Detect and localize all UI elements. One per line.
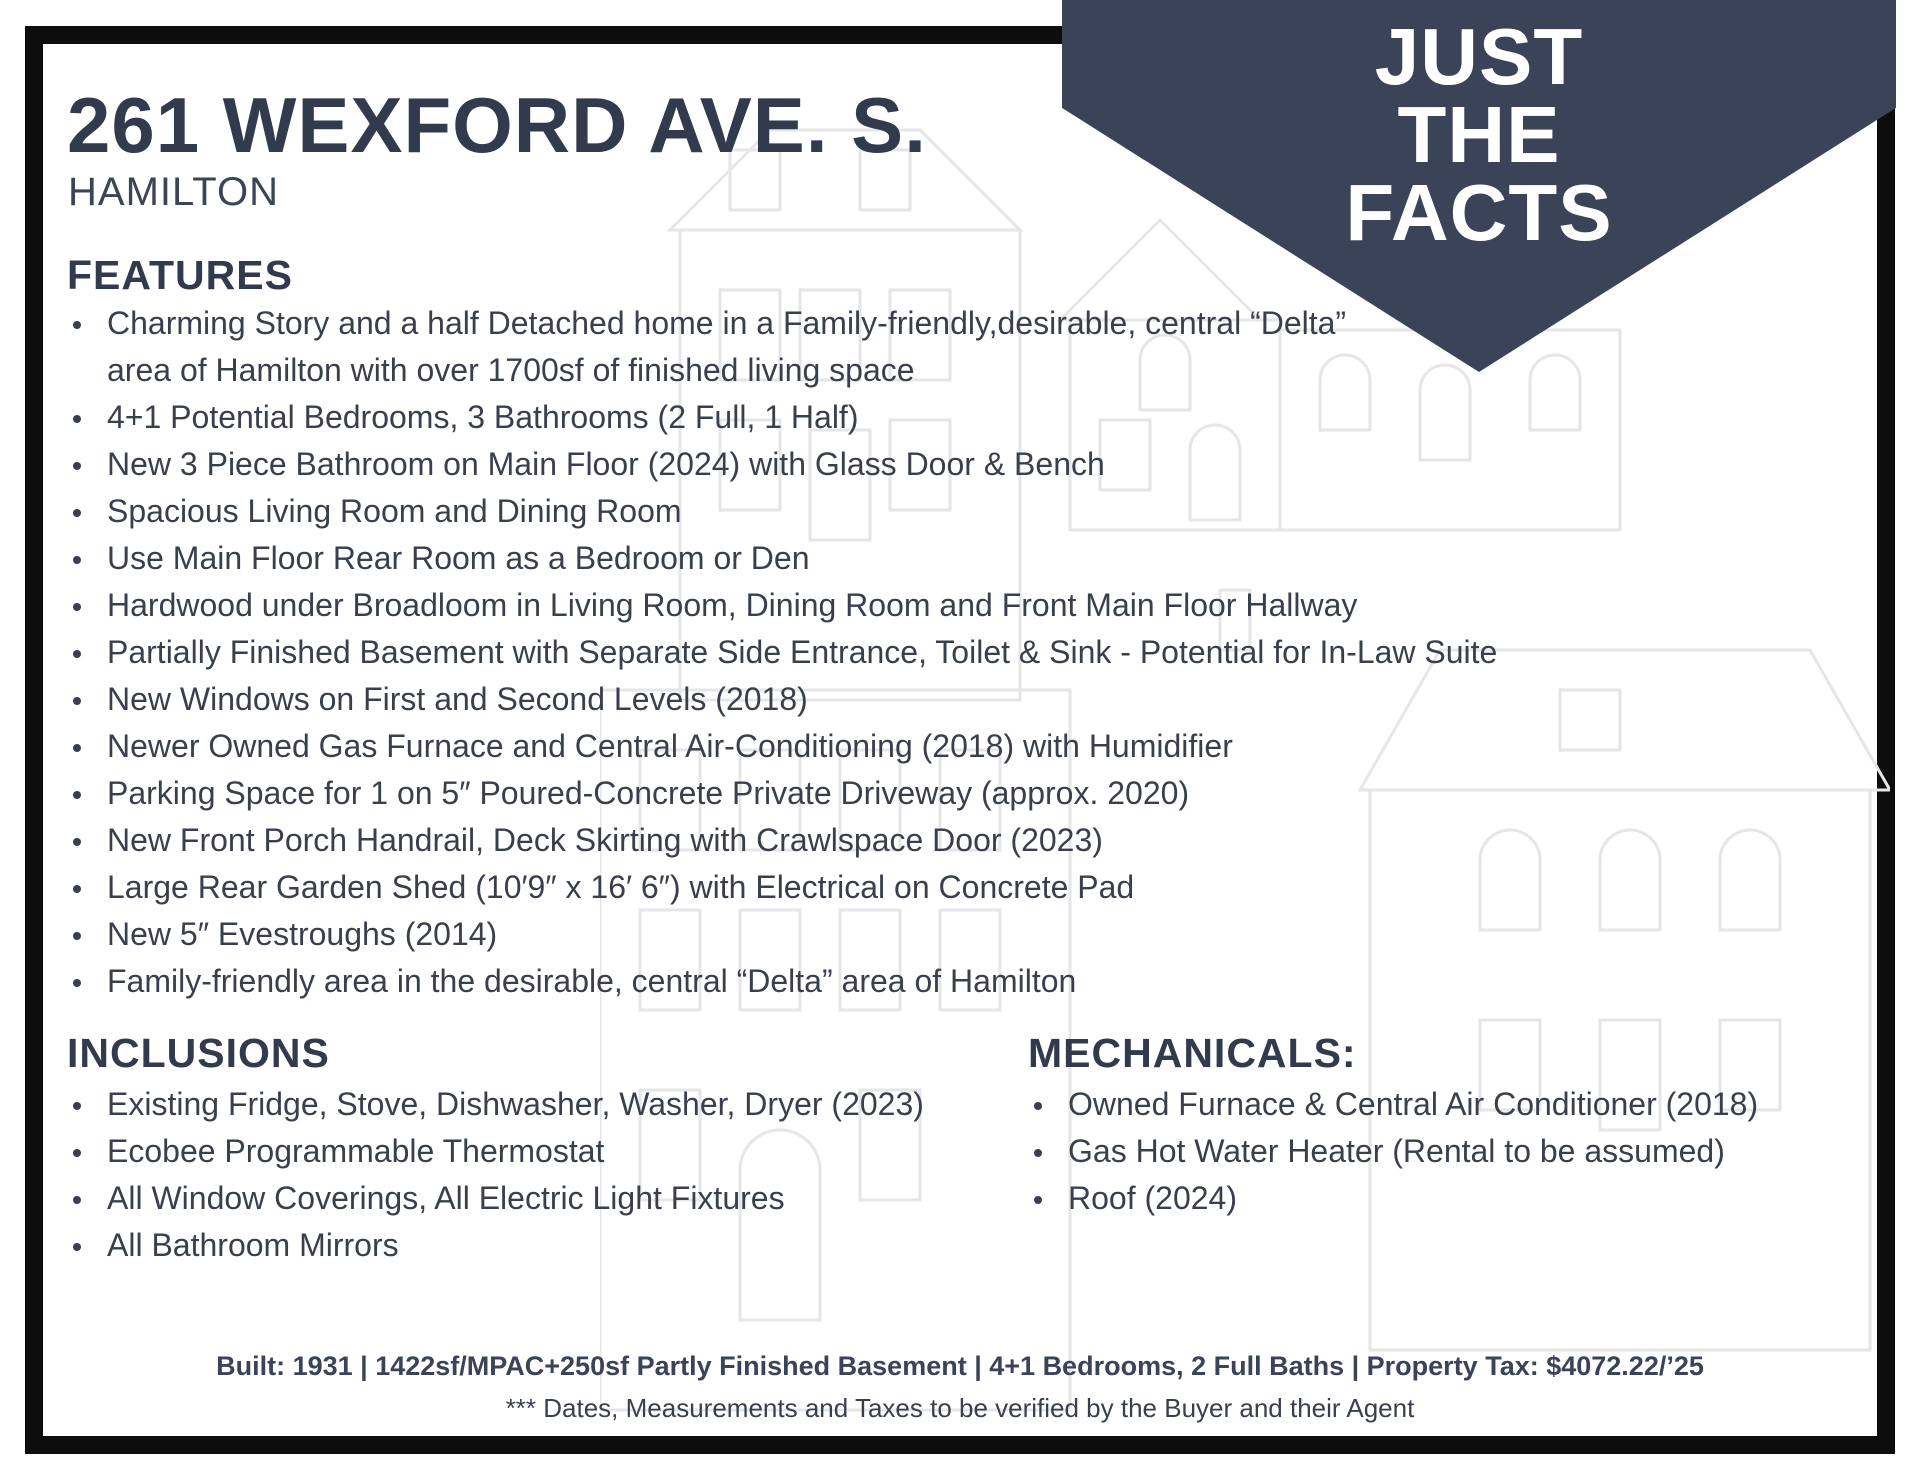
feature-item: Large Rear Garden Shed (10′9″ x 16′ 6″) with Electrical on Concrete Pad [68, 864, 1768, 911]
mechanical-item: Owned Furnace & Central Air Conditioner (2018) [1029, 1081, 1828, 1128]
feature-item: Hardwood under Broadloom in Living Room, Dining Room and Front Main Floor Hallway [68, 582, 1768, 629]
inclusion-item: Existing Fridge, Stove, Dishwasher, Washer, Dryer (2023) [68, 1081, 967, 1128]
banner-line-1: JUST [1374, 12, 1584, 101]
disclaimer-note: *** Dates, Measurements and Taxes to be verified by the Buyer and their Agent [505, 1393, 1415, 1423]
feature-item: New 3 Piece Bathroom on Main Floor (2024) with Glass Door & Bench [68, 441, 1768, 488]
mechanicals-heading: MECHANICALS: [1028, 1030, 1357, 1076]
banner-line-2: THE [1397, 90, 1561, 179]
feature-item: Charming Story and a half Detached home in a Family-friendly,desirable, central “Delta” area of Hamilton with over 1700sf of finished living space [68, 300, 1397, 394]
inclusions-list [68, 1081, 968, 1269]
mechanicals-list [1029, 1081, 1869, 1222]
feature-item: Family-friendly area in the desirable, central “Delta” area of Hamilton [68, 958, 1768, 1005]
inclusion-item: All Window Coverings, All Electric Light Fixtures [68, 1175, 968, 1222]
feature-item: Spacious Living Room and Dining Room [68, 488, 1768, 535]
mechanical-item: Roof (2024) [1029, 1175, 1869, 1222]
features-list [68, 300, 1768, 1005]
mechanical-item: Gas Hot Water Heater (Rental to be assumed) [1029, 1128, 1869, 1175]
inclusion-item: All Bathroom Mirrors [68, 1222, 968, 1269]
features-heading: FEATURES [67, 252, 293, 298]
inclusion-item: Ecobee Programmable Thermostat [68, 1128, 968, 1175]
property-city: HAMILTON [68, 170, 279, 214]
feature-item: Partially Finished Basement with Separate Side Entrance, Toilet & Sink - Potential for In-Law Suite [68, 629, 1768, 676]
property-address: 261 WEXFORD AVE. S. [67, 81, 927, 169]
banner-text [1062, 12, 1896, 257]
property-summary: Built: 1931 | 1422sf/MPAC+250sf Partly Finished Basement | 4+1 Bedrooms, 2 Full Baths | Property Tax: $4072.22/’25 [216, 1351, 1704, 1381]
banner-line-3: FACTS [1345, 168, 1613, 257]
inclusions-heading: INCLUSIONS [67, 1030, 330, 1076]
feature-item: New Front Porch Handrail, Deck Skirting with Crawlspace Door (2023) [68, 817, 1768, 864]
feature-item: Newer Owned Gas Furnace and Central Air-Conditioning (2018) with Humidifier [68, 723, 1768, 770]
feature-item: Parking Space for 1 on 5″ Poured-Concrete Private Driveway (approx. 2020) [68, 770, 1768, 817]
feature-item: Use Main Floor Rear Room as a Bedroom or Den [68, 535, 1768, 582]
feature-item: New 5″ Evestroughs (2014) [68, 911, 1768, 958]
feature-item: 4+1 Potential Bedrooms, 3 Bathrooms (2 Full, 1 Half) [68, 394, 1768, 441]
feature-item: New Windows on First and Second Levels (2018) [68, 676, 1768, 723]
